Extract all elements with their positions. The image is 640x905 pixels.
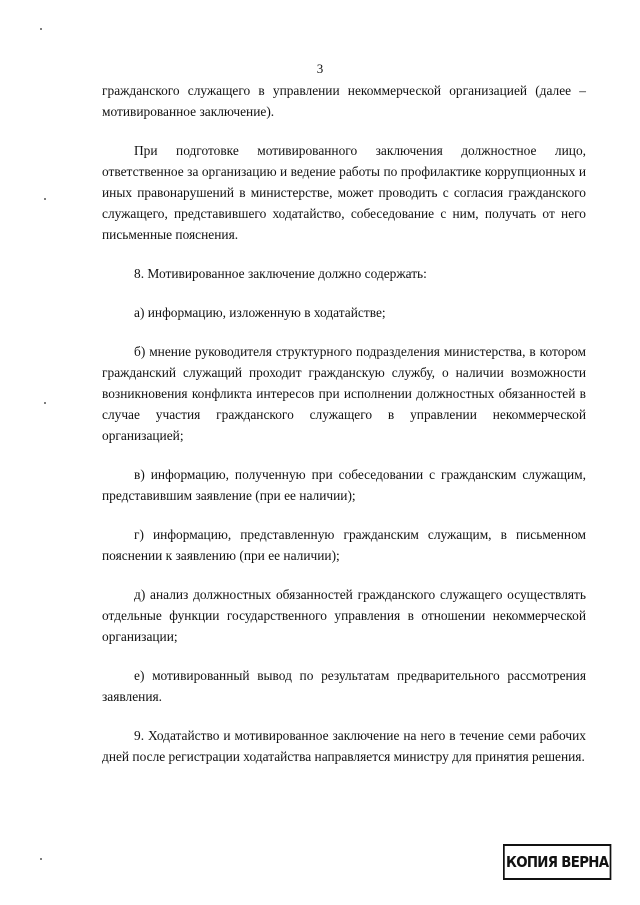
scan-speck	[40, 28, 42, 30]
page-number: 3	[316, 61, 324, 76]
copy-certified-stamp: КОПИЯ ВЕРНА	[503, 844, 611, 880]
scan-speck	[44, 198, 46, 200]
paragraph-item-b: б) мнение руководителя структурного подразделения министерства, в котором гражданский служащий проходит гражданскую службу, о наличии возможности возникновения конфликта интересов при исполнении должностных обязанностей в случае участия гражданского служащего в управлении некоммерческой организацией;	[102, 344, 586, 443]
paragraph-interview: При подготовке мотивированного заключения должностное лицо, ответственное за организацию и ведение работы по профилактике коррупционных и иных правонарушений в министерстве, может проводить с согласия гражданского служащего, представившего ходатайство, собеседование с ним, получать от него письменные пояснения.	[102, 143, 586, 242]
scan-speck	[40, 858, 42, 860]
paragraph-item-d: д) анализ должностных обязанностей гражданского служащего осуществлять отдельные функции государственного управления в отношении некоммерческой организации;	[102, 587, 586, 644]
paragraph-item-a: а) информацию, изложенную в ходатайстве;	[134, 305, 386, 320]
paragraph-continuation: гражданского служащего в управлении некоммерческой организацией (далее – мотивированное заключение).	[102, 83, 586, 119]
paragraph-item-8: 8. Мотивированное заключение должно содержать:	[134, 266, 427, 281]
document-body	[102, 80, 586, 785]
paragraph-item-v: в) информацию, полученную при собеседовании с гражданским служащим, представившим заявление (при ее наличии);	[102, 467, 586, 503]
scan-speck	[44, 402, 46, 404]
paragraph-item-9: 9. Ходатайство и мотивированное заключение на него в течение семи рабочих дней после регистрации ходатайства направляется министру для принятия решения.	[102, 728, 586, 764]
paragraph-item-g: г) информацию, представленную гражданским служащим, в письменном пояснении к заявлению (при ее наличии);	[102, 527, 586, 563]
paragraph-item-e: е) мотивированный вывод по результатам предварительного рассмотрения заявления.	[102, 668, 586, 704]
